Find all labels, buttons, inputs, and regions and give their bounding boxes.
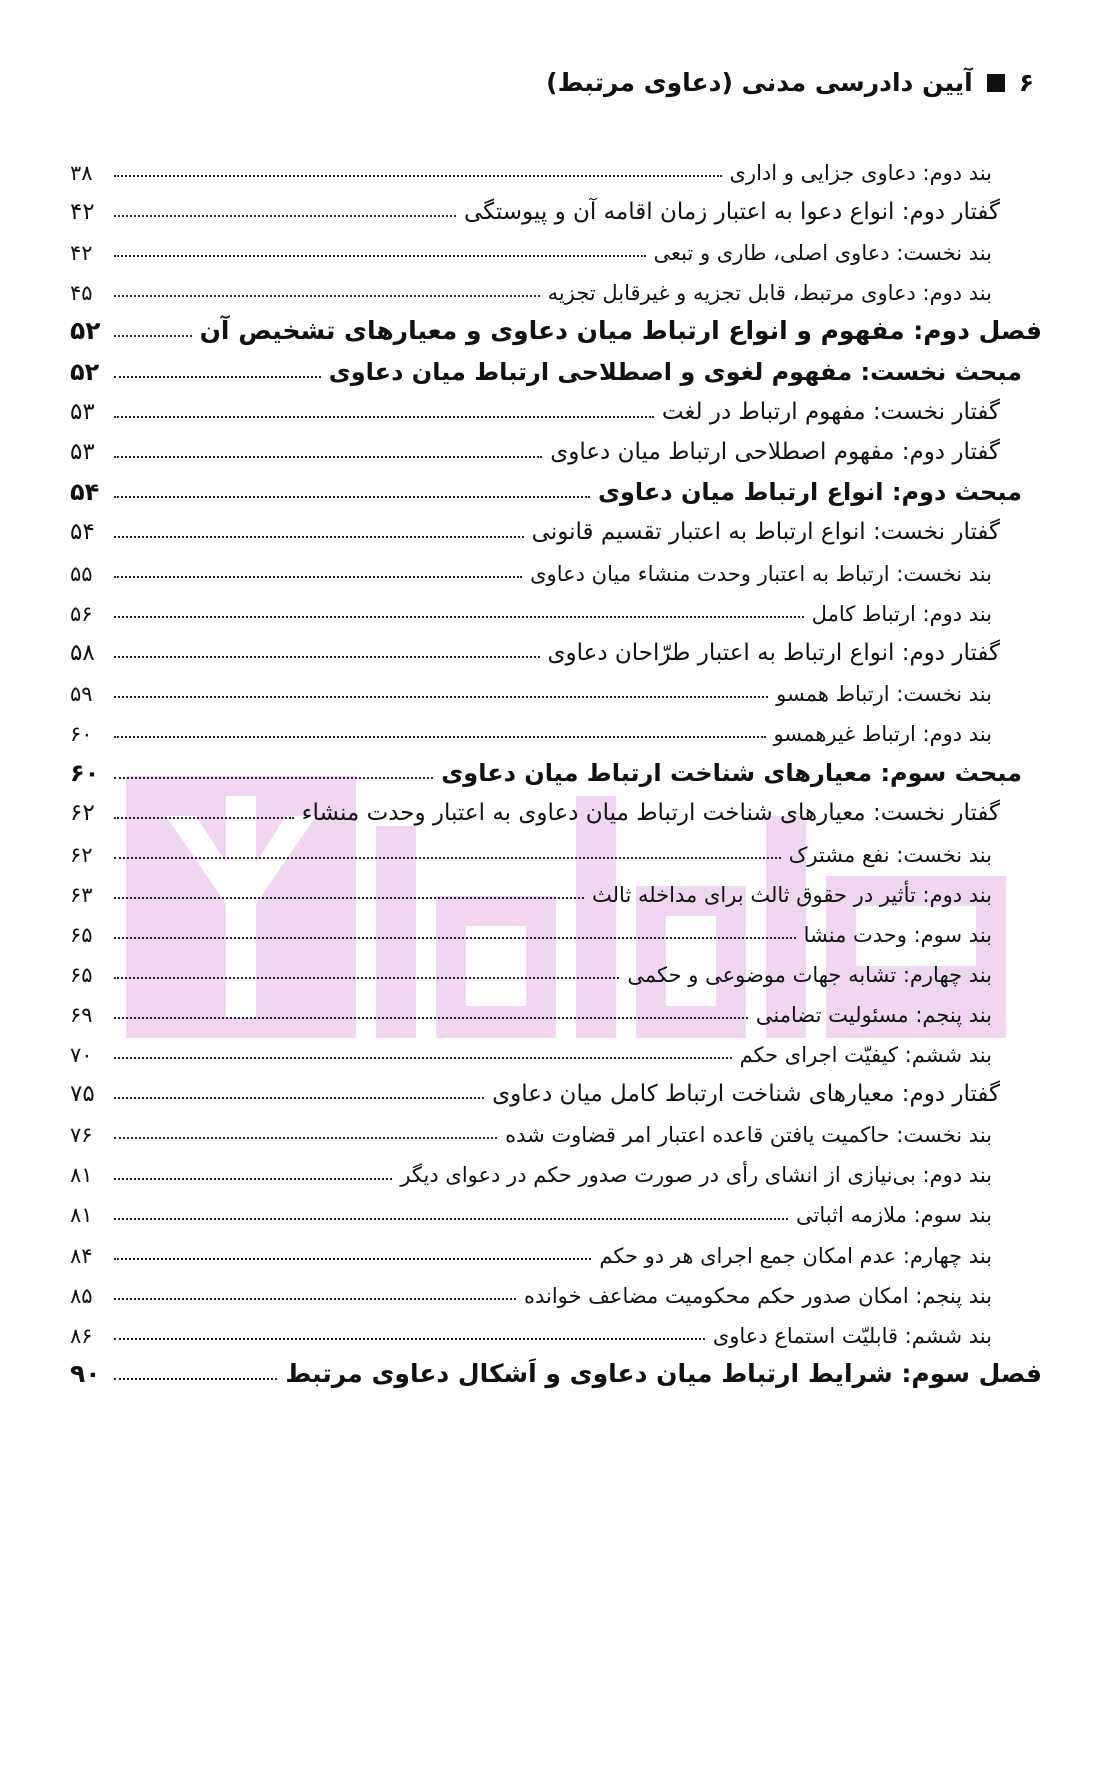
dot-leader (114, 1217, 788, 1220)
toc-entry (70, 744, 1022, 788)
toc-entry (70, 583, 992, 627)
toc-entry-title: بند دوم: دعاوی مرتبط، قابل تجزیه و غیرقابل تجزیه (547, 281, 992, 306)
toc-entry-title: گفتار نخست: انواع ارتباط به اعتبار تقسیم قانونی (531, 519, 1000, 546)
toc-entry-title: گفتار دوم: معیارهای شناخت ارتباط کامل میان دعاوی (492, 1080, 1000, 1107)
toc-entry-page-number: ۴۲ (70, 241, 93, 265)
toc-entry-page-number: ۵۹ (70, 682, 93, 707)
toc-entry-title: بند دوم: ارتباط غیرهمسو (773, 722, 992, 747)
header-book-title: آیین دادرسی مدنی (دعاوی مرتبط) (546, 68, 973, 97)
toc-entry (70, 503, 1000, 547)
toc-entry-page-number: ۶۵ (70, 962, 93, 987)
toc-entry (70, 463, 1022, 507)
toc-entry-title: بند دوم: دعاوی جزایی و اداری (729, 160, 992, 185)
toc-entry (70, 302, 1042, 346)
toc-entry-page-number: ۵۳ (70, 399, 95, 425)
toc-entry (70, 182, 1000, 226)
toc-entry (70, 543, 992, 587)
toc-entry-page-number: ۸۵ (70, 1283, 93, 1308)
toc-entry-page-number: ۶۳ (70, 882, 93, 907)
toc-entry (70, 1185, 992, 1229)
dot-leader (114, 776, 433, 779)
toc-entry (70, 1265, 992, 1309)
toc-entry (70, 824, 992, 868)
toc-entry-page-number: ۵۲ (70, 316, 101, 346)
toc-entry (70, 1064, 1000, 1108)
dot-leader (114, 575, 522, 578)
toc-entry-title: گفتار نخست: مفهوم ارتباط در لغت (661, 399, 1000, 425)
toc-entry-title: بند دوم: ارتباط کامل (811, 601, 992, 626)
toc-entry-page-number: ۶۰ (70, 722, 93, 747)
toc-entry (70, 944, 992, 988)
dot-leader (114, 1056, 732, 1059)
toc-entry-page-number: ۷۰ (70, 1043, 93, 1067)
toc-entry-title: گفتار دوم: انواع دعوا به اعتبار زمان اقامه آن و پیوستگی (463, 198, 1000, 225)
toc-entry-page-number: ۶۹ (70, 1002, 93, 1027)
toc-entry-title: بند ششم: کیفیّت اجرای حکم (739, 1043, 992, 1067)
toc-entry-title: گفتار دوم: مفهوم اصطلاحی ارتباط میان دعاوی (550, 439, 1000, 466)
toc-entry-page-number: ۳۸ (70, 160, 93, 185)
dot-leader (114, 936, 796, 939)
toc-entry-page-number: ۵۳ (70, 439, 95, 466)
dot-leader (114, 615, 804, 618)
toc-entry-page-number: ۸۱ (70, 1203, 93, 1228)
dot-leader (114, 695, 768, 698)
toc-entry (70, 784, 1000, 828)
dot-leader (114, 1016, 748, 1019)
toc-entry-page-number: ۴۲ (70, 198, 95, 225)
dot-leader (114, 535, 524, 538)
toc-entry (70, 1345, 1042, 1389)
toc-entry-title: بند نخست: ارتباط همسو (776, 682, 992, 707)
toc-entry-title: بند دوم: تأثیر در حقوق ثالث برای مداخله ثالث (592, 882, 992, 907)
toc-entry-page-number: ۵۶ (70, 601, 93, 626)
dot-leader (114, 375, 321, 378)
toc-entry-page-number: ۸۴ (70, 1243, 93, 1268)
toc-entry (70, 984, 992, 1028)
toc-entry-page-number: ۵۴ (70, 478, 100, 506)
toc-entry-page-number: ۹۰ (70, 1359, 101, 1388)
toc-entry (70, 1104, 992, 1148)
toc-entry-page-number: ۵۴ (70, 519, 95, 546)
toc-entry (70, 864, 992, 908)
toc-entry-title: مبحث سوم: معیارهای شناخت ارتباط میان دعاوی (441, 758, 1022, 787)
toc-entry (70, 142, 992, 186)
toc-entry-title: گفتار دوم: انواع ارتباط به اعتبار طرّاحان دعاوی (547, 639, 1000, 666)
dot-leader (114, 1377, 277, 1380)
dot-leader (114, 1096, 484, 1099)
dot-leader (114, 976, 619, 979)
toc-entry-title: بند دوم: بی‌نیازی از انشای رأی در صورت صدور حکم در دعوای دیگر (400, 1163, 992, 1188)
toc-entry-page-number: ۵۸ (70, 639, 95, 666)
toc-entry-page-number: ۷۶ (70, 1123, 93, 1148)
toc-entry-title: بند پنجم: مسئولیت تضامنی (755, 1002, 992, 1027)
dot-leader (114, 1257, 591, 1260)
dot-leader (114, 655, 540, 658)
toc-entry-page-number: ۶۲ (70, 842, 93, 867)
dot-leader (114, 735, 766, 738)
toc-entry-title: فصل سوم: شرایط ارتباط میان دعاوی و اَشکال دعاوی مرتبط (285, 1359, 1042, 1388)
toc-entry-title: بند نخست: حاکمیت یافتن قاعده اعتبار امر قضاوت شده (505, 1123, 992, 1148)
toc-entry (70, 703, 992, 747)
toc-entry (70, 1305, 992, 1349)
toc-entry-page-number: ۵۲ (70, 357, 100, 386)
dot-leader (114, 1337, 705, 1340)
dot-leader (114, 214, 456, 217)
dot-leader (114, 495, 590, 498)
dot-leader (114, 455, 542, 458)
dot-leader (114, 415, 654, 418)
toc-entry-title: بند نخست: نفع مشترک (788, 842, 992, 867)
toc-entry-title: بند سوم: وحدت منشا (803, 922, 992, 947)
toc-entry (70, 1145, 992, 1189)
dot-leader (114, 334, 192, 337)
toc-entry (70, 222, 992, 266)
toc-entry-title: بند نخست: ارتباط به اعتبار وحدت منشاء میان دعاوی (530, 561, 992, 586)
toc-entry-title: بند نخست: دعاوی اصلی، طاری و تبعی (653, 241, 992, 265)
toc-entry (70, 383, 1000, 427)
toc-entry-title: بند چهارم: عدم امکان جمع اجرای هر دو حکم (599, 1243, 992, 1268)
dot-leader (114, 856, 781, 859)
dot-leader (114, 1297, 516, 1300)
toc-entry (70, 1225, 992, 1269)
toc-entry (70, 1024, 992, 1068)
toc-entry-title: گفتار نخست: معیارهای شناخت ارتباط میان دعاوی به اعتبار وحدت منشاء (301, 800, 1000, 826)
toc-entry (70, 663, 992, 707)
toc-entry-title: مبحث نخست: مفهوم لغوی و اصطلاحی ارتباط میان دعاوی (328, 357, 1022, 386)
toc-entry-page-number: ۶۵ (70, 922, 93, 947)
dot-leader (114, 1177, 392, 1180)
dot-leader (114, 1136, 497, 1139)
toc-entry-title: مبحث دوم: انواع ارتباط میان دعاوی (597, 478, 1022, 506)
header-page-number: ۶ (1018, 68, 1034, 97)
toc-entry-title: بند چهارم: تشابه جهات موضوعی و حکمی (627, 962, 992, 987)
toc-entry-page-number: ۴۵ (70, 281, 93, 306)
toc-entry-page-number: ۸۶ (70, 1323, 93, 1348)
toc-entry (70, 423, 1000, 467)
dot-leader (114, 816, 294, 819)
toc-entry-page-number: ۵۵ (70, 561, 93, 586)
dot-leader (114, 174, 722, 177)
toc-entry (70, 623, 1000, 667)
toc-entry-title: فصل دوم: مفهوم و انواع ارتباط میان دعاوی و معیارهای تشخیص آن (199, 316, 1042, 346)
dot-leader (114, 294, 540, 297)
toc-entry (70, 904, 992, 948)
toc-entry (70, 262, 992, 306)
toc-entry-page-number: ۷۵ (70, 1080, 95, 1107)
toc-entry-page-number: ۶۰ (70, 758, 100, 787)
dot-leader (114, 896, 584, 899)
toc-entry-title: بند ششم: قابلیّت استماع دعاوی (712, 1323, 992, 1348)
toc-entry-page-number: ۶۲ (70, 800, 95, 826)
toc-entry (70, 343, 1022, 387)
toc-entry-page-number: ۸۱ (70, 1163, 93, 1188)
dot-leader (114, 254, 646, 257)
toc-entry-title: بند پنجم: امکان صدور حکم محکومیت مضاعف خوانده (523, 1283, 992, 1308)
toc-entry-title: بند سوم: ملازمه اثباتی (796, 1203, 992, 1228)
